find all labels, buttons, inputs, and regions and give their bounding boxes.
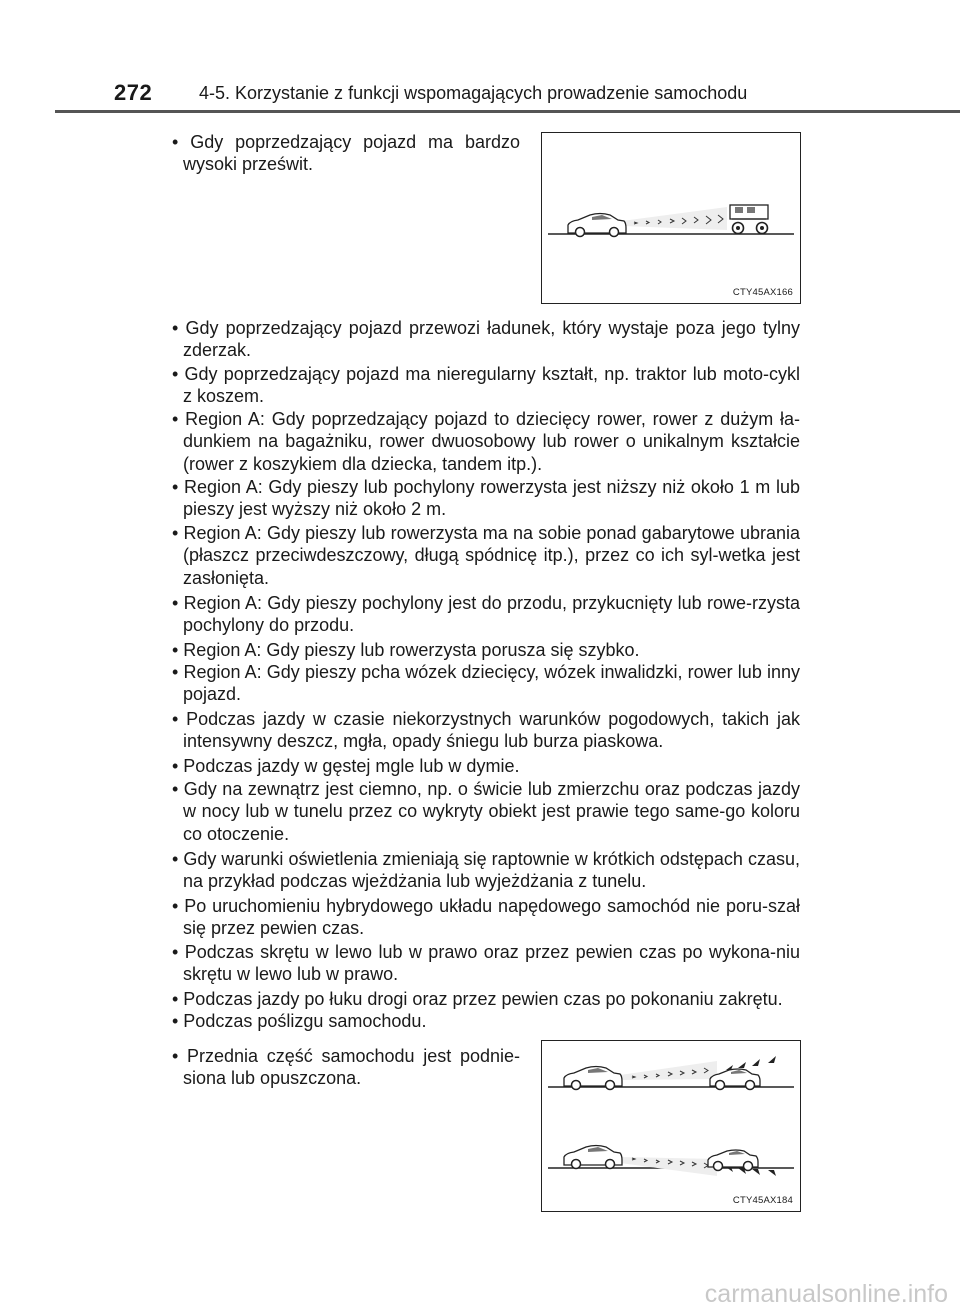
figure-code: CTY45AX184 [732, 1195, 793, 1206]
header-divider [55, 110, 960, 113]
bullet-item: • Gdy warunki oświetlenia zmieniają się raptownie w krótkich odstępach czasu, na przykład podczas wjeżdżania lub wyjeżdżania z tunelu. [172, 849, 800, 892]
bullet-item: • Region A: Gdy pieszy lub pochylony rowerzysta jest niższy niż około 1 m lub pieszy jest wyższy niż około 2 m. [172, 477, 800, 520]
high-clearance-vehicle-illustration [542, 133, 800, 303]
bullet-item: • Przednia część samochodu jest podnie-siona lub opuszczona. [172, 1046, 520, 1089]
bullet-item: • Region A: Gdy pieszy pochylony jest do przodu, przykucnięty lub rowe-rzysta pochylony do przodu. [172, 593, 800, 636]
bullet-item: • Region A: Gdy pieszy lub rowerzysta ma na sobie ponad gabarytowe ubrania (płaszcz przeciwdeszczowy, długą spódnicę itp.), przez co ich syl-wetka jest zasłonięta. [172, 523, 800, 588]
bullet-item: • Podczas jazdy w gęstej mgle lub w dymie. [172, 756, 520, 776]
bullet-item: • Region A: Gdy poprzedzający pojazd to dziecięcy rower, rower z dużym ła-dunkiem na bagażniku, rower dwuosobowy lub rower o unikalnym kształcie (rower z koszykiem dla dziecka, tandem itp.). [172, 409, 800, 474]
watermark: carmanualsonline.info [704, 1280, 948, 1308]
bullet-item: • Podczas jazdy po łuku drogi oraz przez pewien czas po pokonaniu zakrętu. [172, 989, 783, 1009]
pitching-vehicle-illustration [542, 1041, 800, 1211]
figure-high-clearance [541, 132, 801, 304]
page-number: 272 [114, 80, 153, 105]
bullet-item: • Podczas jazdy w czasie niekorzystnych warunków pogodowych, takich jak intensywny deszcz, mgła, opady śniegu lub burza piaskowa. [172, 709, 800, 752]
bullet-item: • Region A: Gdy pieszy lub rowerzysta porusza się szybko. [172, 640, 640, 660]
bullet-item: • Podczas poślizgu samochodu. [172, 1011, 427, 1031]
bullet-item: • Gdy poprzedzający pojazd ma bardzo wysoki prześwit. [172, 132, 520, 175]
bullet-item: • Podczas skrętu w lewo lub w prawo oraz przez pewien czas po wykona-niu skrętu w lewo lub w prawo. [172, 942, 800, 985]
section-title: 4-5. Korzystanie z funkcji wspomagających prowadzenie samochodu [199, 83, 748, 103]
bullet-item: • Region A: Gdy pieszy pcha wózek dziecięcy, wózek inwalidzki, rower lub inny pojazd. [172, 662, 800, 705]
bullet-item: • Po uruchomieniu hybrydowego układu napędowego samochód nie poru-szał się przez pewien czas. [172, 896, 800, 939]
bullet-item: • Gdy poprzedzający pojazd przewozi ładunek, który wystaje poza jego tylny zderzak. [172, 318, 800, 361]
bullet-item: • Gdy poprzedzający pojazd ma nieregularny kształt, np. traktor lub moto-cykl z koszem. [172, 364, 800, 407]
bullet-item: • Gdy na zewnątrz jest ciemno, np. o świcie lub zmierzchu oraz podczas jazdy w nocy lub w tunelu przez co wykryty obiekt jest prawie tego same-go koloru co otoczenie. [172, 779, 800, 844]
figure-pitching-vehicle [541, 1040, 801, 1212]
figure-code: CTY45AX166 [732, 287, 793, 298]
